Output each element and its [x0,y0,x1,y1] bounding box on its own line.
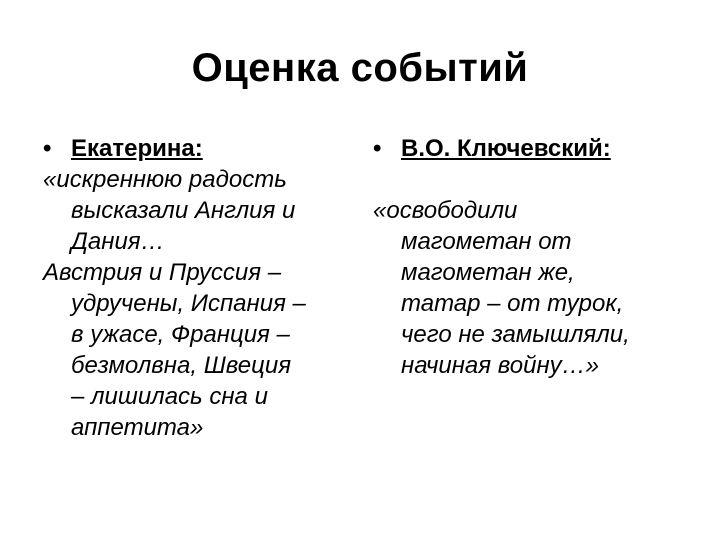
left-heading: Екатерина: [71,135,203,162]
right-heading: В.О. Ключевский: [401,135,611,162]
right-quote-line: магометан от [401,228,572,255]
left-heading-line [43,133,363,164]
right-quote-line: татар – от турок, [401,290,624,317]
bullet-icon: • [43,135,52,162]
left-quote-line: безмолвна, Швеция [71,352,292,379]
right-quote-line: начиная войну…» [401,352,600,379]
left-quote-line: «искреннюю радость [43,166,287,193]
right-spacer [373,164,693,195]
right-column [373,133,693,381]
left-quote-line: Австрия и Пруссия – [43,259,282,286]
left-quote-line: – лишилась сна и [71,383,268,410]
left-quote-line: Дания… [71,228,165,255]
slide-title: Оценка событий [191,46,529,90]
left-quote-line: аппетита» [71,414,204,441]
right-quote-line: магометан же, [401,259,575,286]
left-column [43,133,363,443]
left-quote-line: в ужасе, Франция – [71,321,290,348]
right-heading-line [373,133,693,164]
right-quote-line: чего не замышляли, [401,321,630,348]
bullet-icon: • [373,135,382,162]
left-quote-line: высказали Англия и [71,197,296,224]
left-quote-line: удручены, Испания – [71,290,306,317]
right-quote-line: «освободили [373,197,518,224]
